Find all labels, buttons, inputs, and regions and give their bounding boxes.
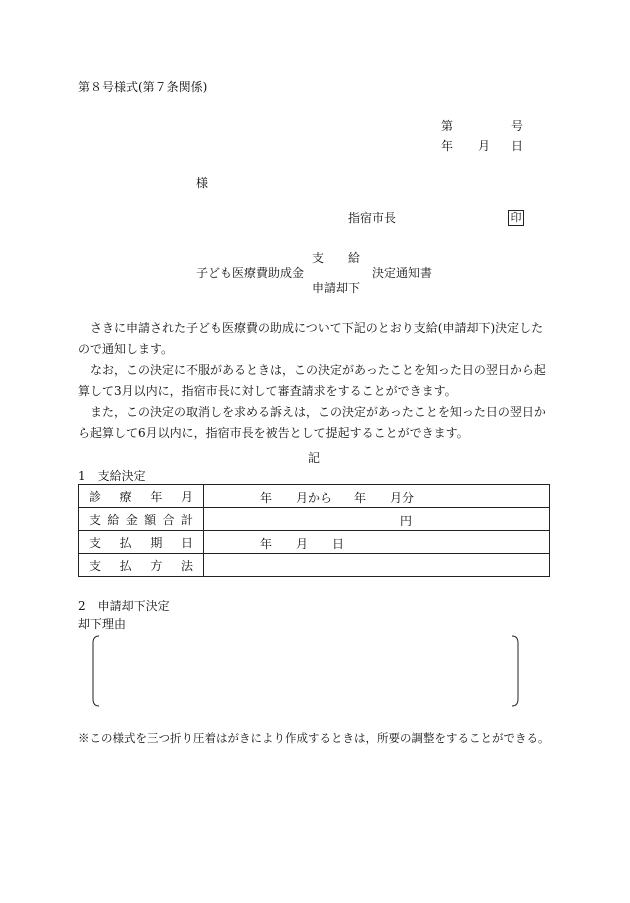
table-row	[79, 531, 550, 554]
body-paragraph-1: さきに申請された子ども医療費の助成について下記のとおり支給(申請却下)決定したので通知します。	[78, 321, 544, 356]
decision-table	[78, 484, 550, 577]
date-year: 年	[441, 139, 454, 153]
table-row	[79, 508, 550, 531]
title-suffix: 決定通知書	[372, 266, 433, 280]
rejection-reason-label: 却下理由	[78, 617, 127, 631]
reason-bracket-right	[511, 635, 519, 707]
title-option-shikyu: 支 給	[312, 251, 361, 265]
title-option-kyakka: 申請却下	[312, 281, 361, 295]
footnote: ※この様式を三つ折り圧着はがきにより作成するときは，所要の調整をすることができる。	[78, 731, 550, 745]
form-number-label: 第８号様式(第７条関係)	[78, 80, 208, 94]
label-payment-date: 支 払 期 日	[79, 531, 204, 554]
label-amount: 支 給 金 額 合 計	[79, 508, 204, 531]
section1-heading: 1 支給決定	[78, 469, 146, 483]
value-payment-date: 年 月 日	[204, 531, 550, 554]
table-row	[79, 485, 550, 508]
date-month: 月	[478, 139, 491, 153]
reason-bracket-left	[92, 635, 100, 707]
date-day: 日	[511, 139, 524, 153]
title-subject: 子ども医療費助成金	[196, 266, 305, 280]
label-payment-method: 支 払 方 法	[79, 554, 204, 577]
body-text	[78, 318, 548, 444]
body-paragraph-3: また，この決定の取消しを求める訴えは，この決定があったことを知った日の翌日から起算して6月以内に，指宿市長を被告として提起することができます。	[78, 405, 546, 440]
value-payment-method	[204, 554, 550, 577]
ki-heading: 記	[308, 451, 321, 465]
section2-heading: 2 申請却下決定	[78, 599, 170, 613]
addressee-honorific: 様	[196, 176, 209, 190]
number-go: 号	[511, 119, 524, 133]
body-paragraph-2: なお，この決定に不服があるときは，この決定があったことを知った日の翌日から起算して3月以内に，指宿市長に対して審査請求をすることができます。	[78, 363, 546, 398]
label-period: 診 療 年 月	[79, 485, 204, 508]
value-period: 年 月から 年 月分	[204, 485, 550, 508]
value-amount: 円	[204, 508, 550, 531]
issuer-name: 指宿市長	[348, 211, 397, 225]
seal-stamp: 印	[508, 210, 524, 226]
table-row	[79, 554, 550, 577]
number-dai: 第	[441, 119, 454, 133]
